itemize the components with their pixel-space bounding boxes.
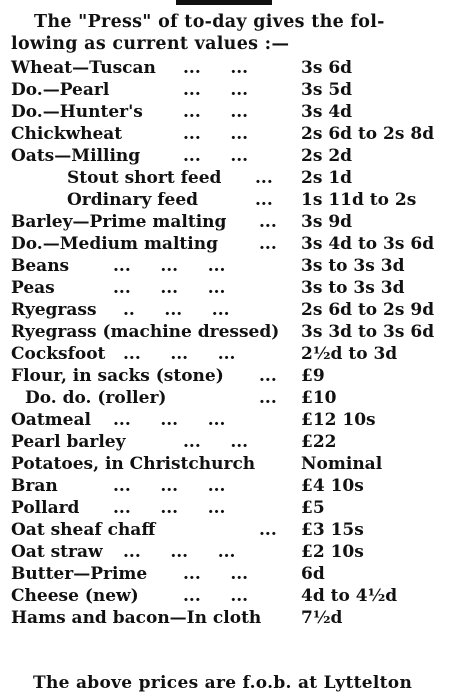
leader-dots: ... ... ...	[123, 344, 236, 364]
commodity-name: Oat sheaf chaff	[11, 520, 156, 540]
commodity-name: Do.—Pearl	[11, 80, 110, 100]
price-value: 3s 4d	[301, 102, 353, 122]
footer-text: The above prices are f.o.b. at Lyttelton	[33, 673, 413, 693]
leader-dots: ... ...	[183, 80, 249, 100]
leader-dots: ... ...	[183, 564, 249, 584]
leader-dots: ... ...	[183, 102, 249, 122]
commodity-name: Oatmeal	[11, 410, 91, 430]
commodity-name: Pollard	[11, 498, 80, 518]
price-value: 3s 4d to 3s 6d	[301, 234, 435, 254]
leader-dots: ... ... ...	[113, 476, 226, 496]
commodity-name: Ryegrass	[11, 300, 97, 320]
commodity-name: Do.—Hunter's	[11, 102, 143, 122]
price-row	[11, 387, 459, 409]
price-value: £4 10s	[301, 476, 364, 496]
price-row	[11, 409, 459, 431]
leader-dots: ...	[259, 212, 277, 232]
price-row	[11, 145, 459, 167]
footer-note	[11, 672, 459, 694]
price-value: 7½d	[301, 608, 343, 628]
price-row	[11, 321, 459, 343]
price-value: Nominal	[301, 454, 383, 474]
price-value: 4d to 4½d	[301, 586, 398, 606]
price-row	[11, 607, 459, 629]
commodity-name: Do.—Medium malting	[11, 234, 218, 254]
commodity-name: Potatoes, in Christchurch	[11, 454, 256, 474]
commodity-name: Butter—Prime	[11, 564, 148, 584]
price-row	[11, 233, 459, 255]
price-value: 3s 3d to 3s 6d	[301, 322, 435, 342]
leader-dots: ... ...	[183, 146, 249, 166]
commodity-name: Ordinary feed	[67, 190, 199, 210]
commodity-name: Ryegrass (machine dressed)	[11, 322, 280, 342]
commodity-name: Cheese (new)	[11, 586, 139, 606]
leader-dots: ... ...	[183, 58, 249, 78]
commodity-name: Barley—Prime malting	[11, 212, 227, 232]
commodity-name: Oat straw	[11, 542, 103, 562]
price-row	[11, 585, 459, 607]
price-value: 3s 9d	[301, 212, 353, 232]
commodity-name: Oats—Milling	[11, 146, 141, 166]
price-value: £10	[301, 388, 337, 408]
price-row	[11, 431, 459, 453]
price-value: 3s 5d	[301, 80, 353, 100]
commodity-name: Chickwheat	[11, 124, 123, 144]
leader-dots: ...	[255, 190, 273, 210]
price-row	[11, 497, 459, 519]
commodity-name: Stout short feed	[67, 168, 222, 188]
price-row	[11, 475, 459, 497]
price-row	[11, 299, 459, 321]
leader-dots: ...	[259, 234, 277, 254]
price-value: £2 10s	[301, 542, 364, 562]
price-value: £5	[301, 498, 325, 518]
price-list	[11, 57, 459, 629]
price-value: 3s to 3s 3d	[301, 256, 405, 276]
price-row	[11, 123, 459, 145]
price-value: £3 15s	[301, 520, 364, 540]
price-value: £9	[301, 366, 325, 386]
leader-dots: ... ... ...	[123, 542, 236, 562]
price-value: 2s 2d	[301, 146, 353, 166]
price-value: £22	[301, 432, 337, 452]
price-row	[11, 255, 459, 277]
leader-dots: ...	[259, 520, 277, 540]
leader-dots: ... ... ...	[113, 256, 226, 276]
commodity-name: Hams and bacon—In cloth	[11, 608, 262, 628]
commodity-name: Bran	[11, 476, 58, 496]
price-value: 2½d to 3d	[301, 344, 398, 364]
price-value: 1s 11d to 2s	[301, 190, 417, 210]
price-row	[11, 57, 459, 79]
leader-dots: ... ... ...	[113, 278, 226, 298]
intro-paragraph	[11, 11, 454, 55]
price-row	[11, 343, 459, 365]
price-row	[11, 211, 459, 233]
price-row	[11, 541, 459, 563]
price-value: 3s to 3s 3d	[301, 278, 405, 298]
intro-line-1: The "Press" of to-day gives the fol-	[34, 12, 385, 32]
commodity-name: Pearl barley	[11, 432, 126, 452]
top-rule	[176, 0, 272, 5]
leader-dots: ... ...	[183, 432, 249, 452]
leader-dots: ... ... ...	[113, 410, 226, 430]
commodity-name: Cocksfoot	[11, 344, 106, 364]
leader-dots: ... ...	[183, 124, 249, 144]
price-row	[11, 453, 459, 475]
price-row	[11, 277, 459, 299]
leader-dots: ... ... ...	[113, 498, 226, 518]
price-row	[11, 167, 459, 189]
price-value: 2s 1d	[301, 168, 353, 188]
commodity-name: Peas	[11, 278, 55, 298]
leader-dots: ...	[259, 366, 277, 386]
price-value: 2s 6d to 2s 8d	[301, 124, 435, 144]
leader-dots: ...	[259, 388, 277, 408]
commodity-name: Wheat—Tuscan	[11, 58, 156, 78]
leader-dots: ...	[255, 168, 273, 188]
commodity-name: Do. do. (roller)	[25, 388, 167, 408]
price-value: 2s 6d to 2s 9d	[301, 300, 435, 320]
intro-line-2: lowing as current values :—	[11, 34, 290, 54]
price-row	[11, 365, 459, 387]
price-row	[11, 189, 459, 211]
price-row	[11, 563, 459, 585]
price-row	[11, 519, 459, 541]
commodity-name: Beans	[11, 256, 70, 276]
leader-dots: ... ...	[183, 586, 249, 606]
price-value: 6d	[301, 564, 325, 584]
price-value: £12 10s	[301, 410, 376, 430]
price-value: 3s 6d	[301, 58, 353, 78]
price-row	[11, 79, 459, 101]
commodity-name: Flour, in sacks (stone)	[11, 366, 224, 386]
leader-dots: .. ... ...	[123, 300, 230, 320]
price-row	[11, 101, 459, 123]
